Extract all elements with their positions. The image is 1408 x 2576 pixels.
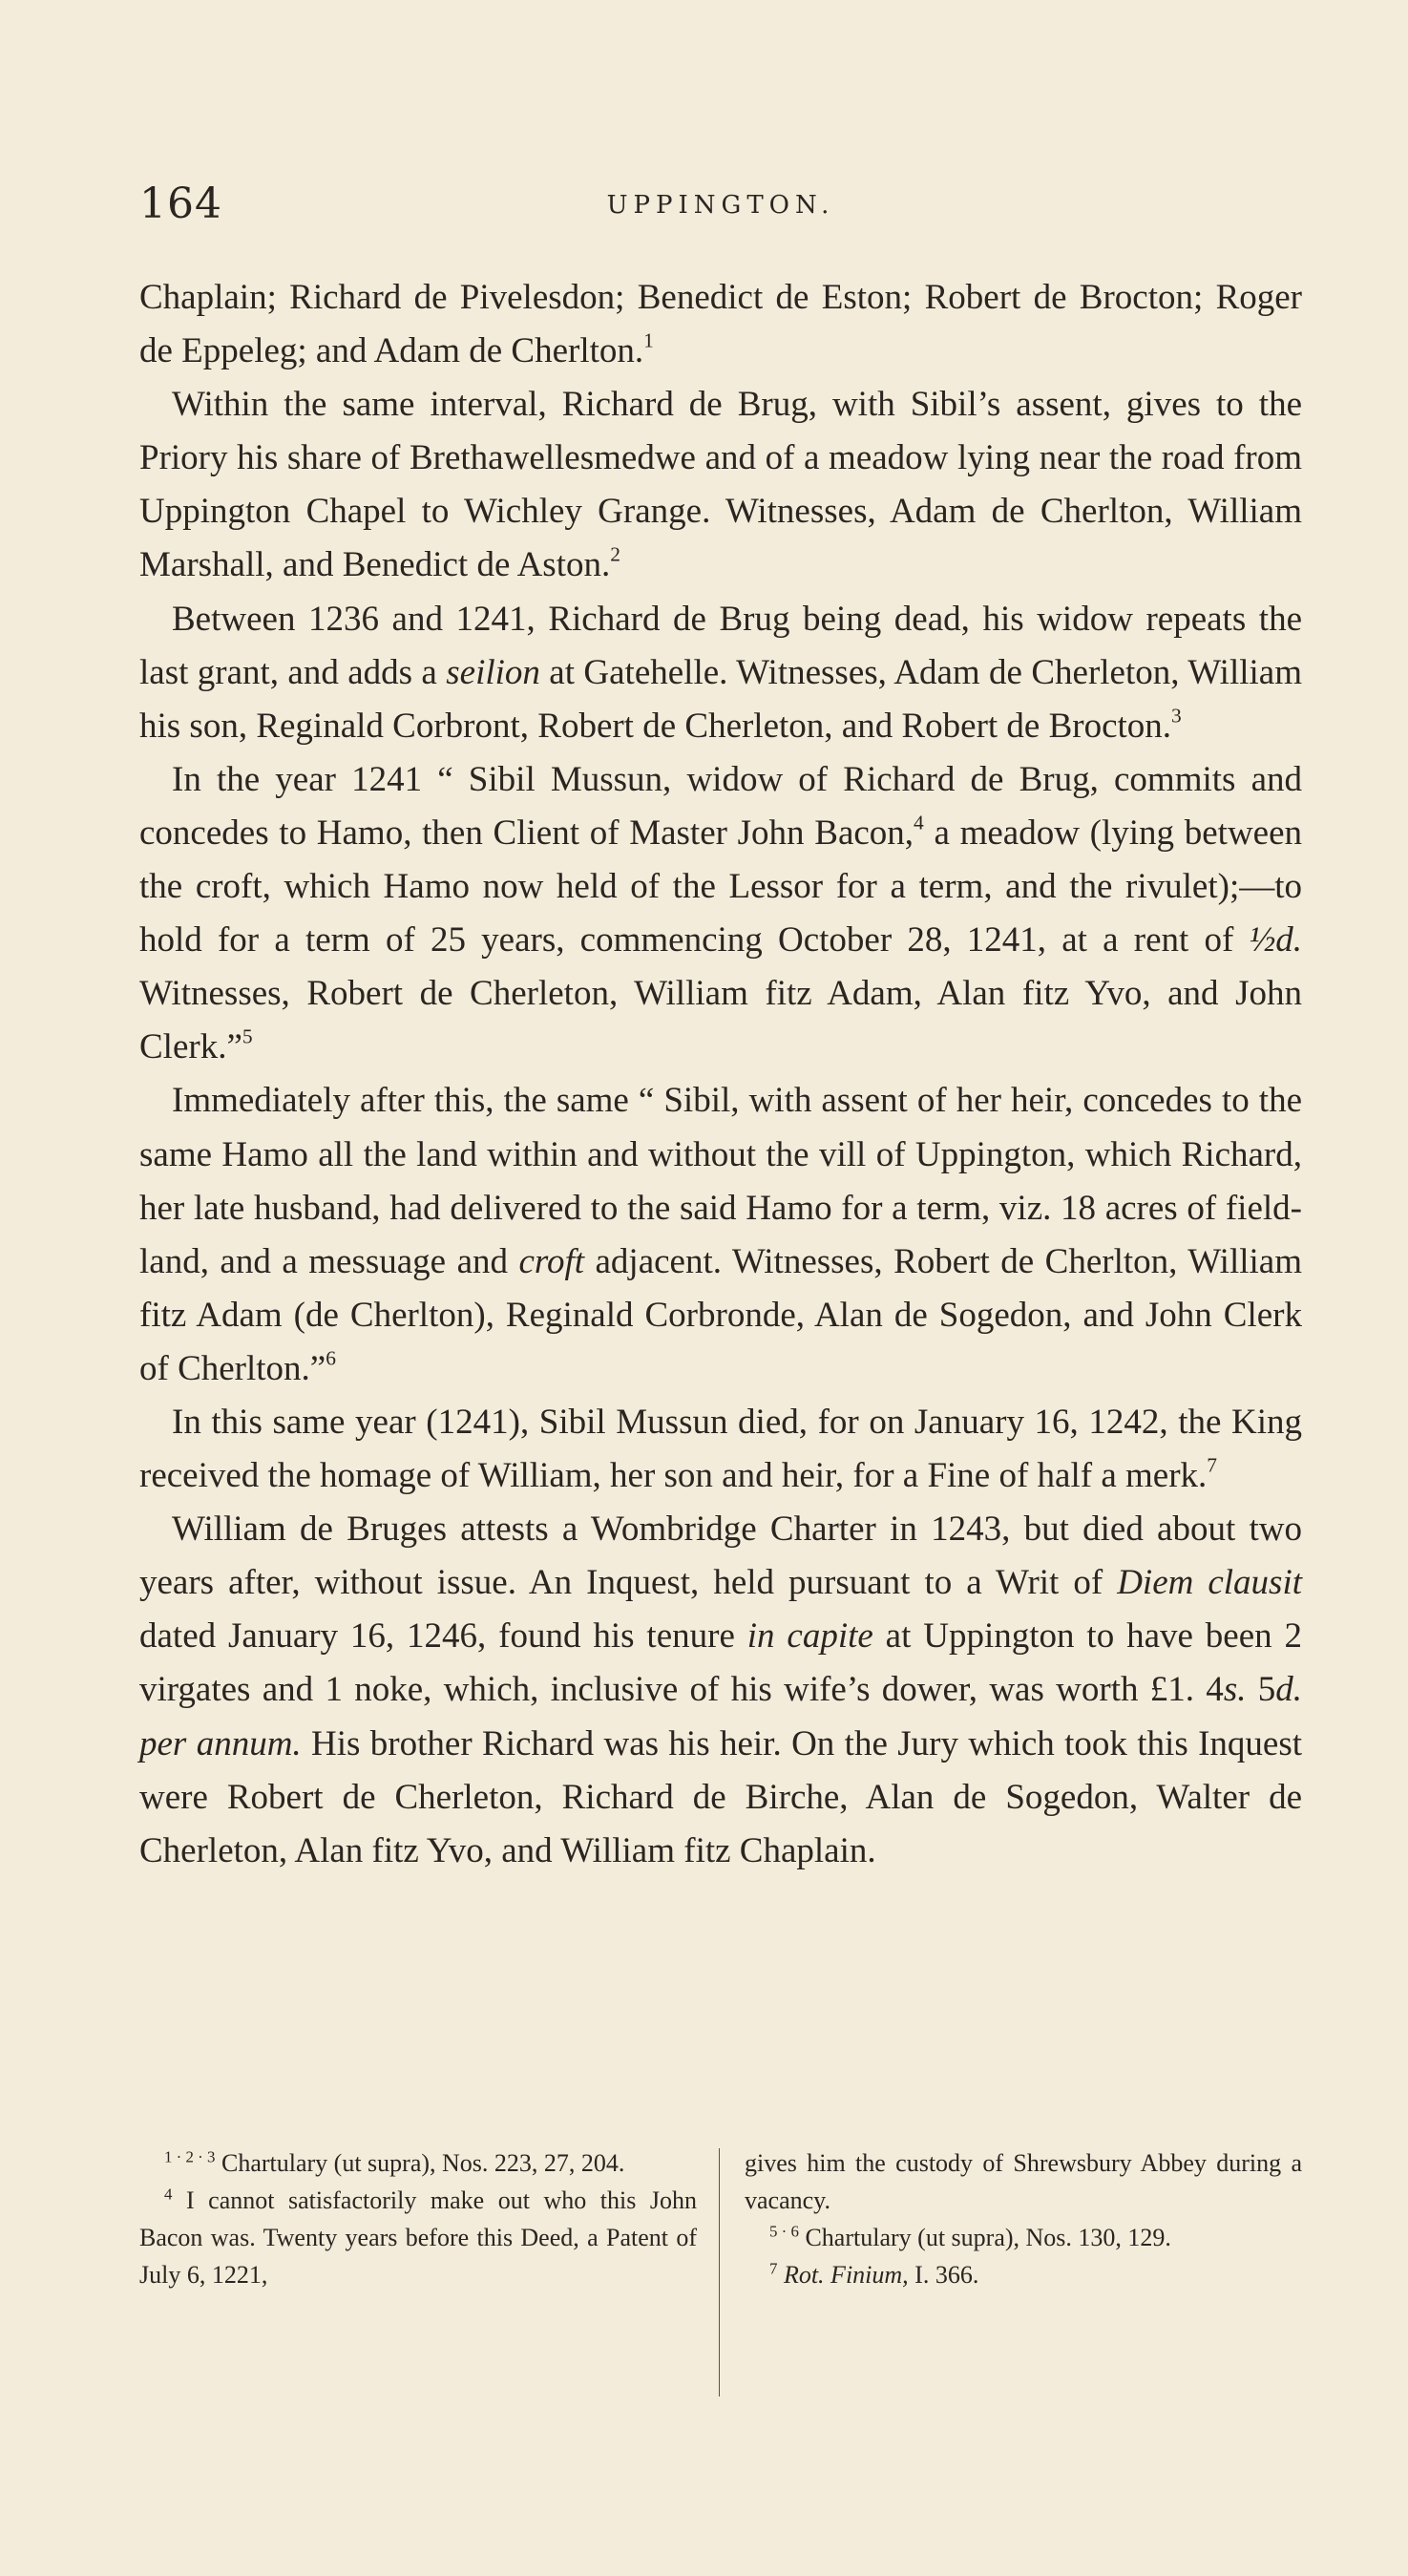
footnote-marker: 7	[769, 2259, 778, 2278]
page-number: 164	[139, 179, 222, 228]
footnote	[745, 2144, 1302, 2219]
footnote-marker: 4	[914, 811, 924, 834]
italic-text: in capite	[746, 1616, 873, 1657]
footnote-marker: 5 · 6	[769, 2222, 799, 2241]
footnote-marker: 4	[164, 2185, 173, 2204]
text-run: Chartulary (ut supra), Nos. 130, 129.	[798, 2224, 1171, 2251]
footnote-marker: 6	[326, 1346, 336, 1370]
footnote-marker: 5	[242, 1024, 253, 1048]
paragraph	[139, 753, 1302, 1075]
text-run: dated January 16, 1246, found his tenure	[139, 1616, 747, 1657]
text-run: at Gatehelle. Witnesses, Adam de Cherleton, William his son, Reginald Corbront, Robert de Cherleton, and Robert de Brocton.	[139, 652, 1302, 746]
paragraph	[139, 271, 1302, 378]
footnotes	[139, 2144, 1302, 2402]
paragraph	[139, 1503, 1302, 1878]
footnote	[139, 2144, 697, 2182]
text-run: Within the same interval, Richard de Brug, with Sibil’s assent, gives to the Priory his share of Brethawellesmedwe and of a meadow lying near the road from Uppington Chapel to Wichley Grange. Witnesses, Adam de Cherlton, William Marshall, and Benedict de Aston.	[139, 385, 1302, 585]
paragraph	[139, 1396, 1302, 1503]
italic-text: s.	[1223, 1670, 1247, 1710]
paragraph	[139, 593, 1302, 753]
text-run: His brother Richard was his heir. On the Jury which took this Inquest were Robert de Cherleton, Richard de Birche, Alan de Sogedon, Walter de Cherleton, Alan fitz Yvo, and William fitz Chaplain.	[139, 1723, 1303, 1870]
text-run: Immediately after this, the same “ Sibil, with assent of her heir, concedes to the same Hamo all the land within and without the vill of Uppington, which Richard, her late husband, had delivered to the said Hamo for a term, viz. 18 acres of field-land, and a messuage and	[139, 1081, 1302, 1281]
paragraph	[139, 378, 1302, 592]
text-run: I cannot satisfactorily make out who this John Bacon was. Twenty years before this Deed, a Patent of July 6, 1221,	[139, 2186, 697, 2289]
text-run: at Uppington to have been 2 virgates and 1 noke, which, inclusive of his wife’s dower, was worth £1. 4	[139, 1616, 1303, 1710]
footnote-marker: 3	[1171, 704, 1182, 728]
text-run: In this same year (1241), Sibil Mussun died, for on January 16, 1242, the King received the homage of William, her son and heir, for a Fine of half a merk.	[139, 1402, 1302, 1496]
footnote-marker: 2	[610, 543, 620, 567]
text-run: I. 366.	[908, 2261, 979, 2289]
paragraph	[139, 1074, 1302, 1396]
footnote-marker: 1 · 2 · 3	[164, 2147, 216, 2166]
footnote	[139, 2182, 697, 2293]
footnote	[745, 2256, 1302, 2293]
footnotes-right-column	[745, 2144, 1302, 2293]
text-run: 5	[1246, 1670, 1276, 1710]
footnote-marker: 7	[1207, 1453, 1218, 1477]
text-run: gives him the custody of Shrewsbury Abbey during a vacancy.	[745, 2149, 1302, 2214]
italic-text: croft	[518, 1241, 585, 1281]
text-run: a meadow (lying between the croft, which Hamo now held of the Lessor for a term, and the rivulet);—to hold for a term of 25 years, commencing October 28, 1241, at a rent of	[139, 813, 1303, 961]
italic-text: ½d.	[1249, 920, 1302, 961]
text-run: William de Bruges attests a Wombridge Charter in 1243, but died about two years after, without issue. An Inquest, held pursuant to a Writ of	[139, 1510, 1302, 1603]
text-run: In the year 1241 “ Sibil Mussun, widow of Richard de Brug, commits and concedes to Hamo, then Client of Master John Bacon,	[139, 759, 1302, 853]
italic-text: seilion	[446, 652, 540, 692]
text-run: Chaplain; Richard de Pivelesdon; Benedict de Eston; Robert de Brocton; Roger de Eppeleg; and Adam de Cherlton.	[139, 278, 1302, 371]
text-run: Witnesses, Robert de Cherleton, William fitz Adam, Alan fitz Yvo, and John Clerk.”	[139, 974, 1302, 1067]
italic-text: Diem clausit	[1117, 1563, 1303, 1603]
text-run: Chartulary (ut supra), Nos. 223, 27, 204.	[215, 2149, 625, 2177]
footnote-marker: 1	[643, 328, 654, 352]
body-text	[139, 271, 1302, 1878]
italic-text: Rot. Finium,	[783, 2261, 909, 2289]
page-header	[139, 179, 1302, 237]
running-title: UPPINGTON.	[606, 191, 835, 220]
footnote	[745, 2219, 1302, 2256]
text-run: adjacent. Witnesses, Robert de Cherlton, William fitz Adam (de Cherlton), Reginald Corbronde, Alan de Sogedon, and John Clerk of Cherlton.”	[139, 1241, 1302, 1388]
footnote-column-divider	[719, 2148, 720, 2397]
text-run: Between 1236 and 1241, Richard de Brug being dead, his widow repeats the last grant, and adds a	[139, 599, 1302, 692]
italic-text: d. per annum.	[139, 1670, 1303, 1763]
footnotes-left-column	[139, 2144, 697, 2293]
